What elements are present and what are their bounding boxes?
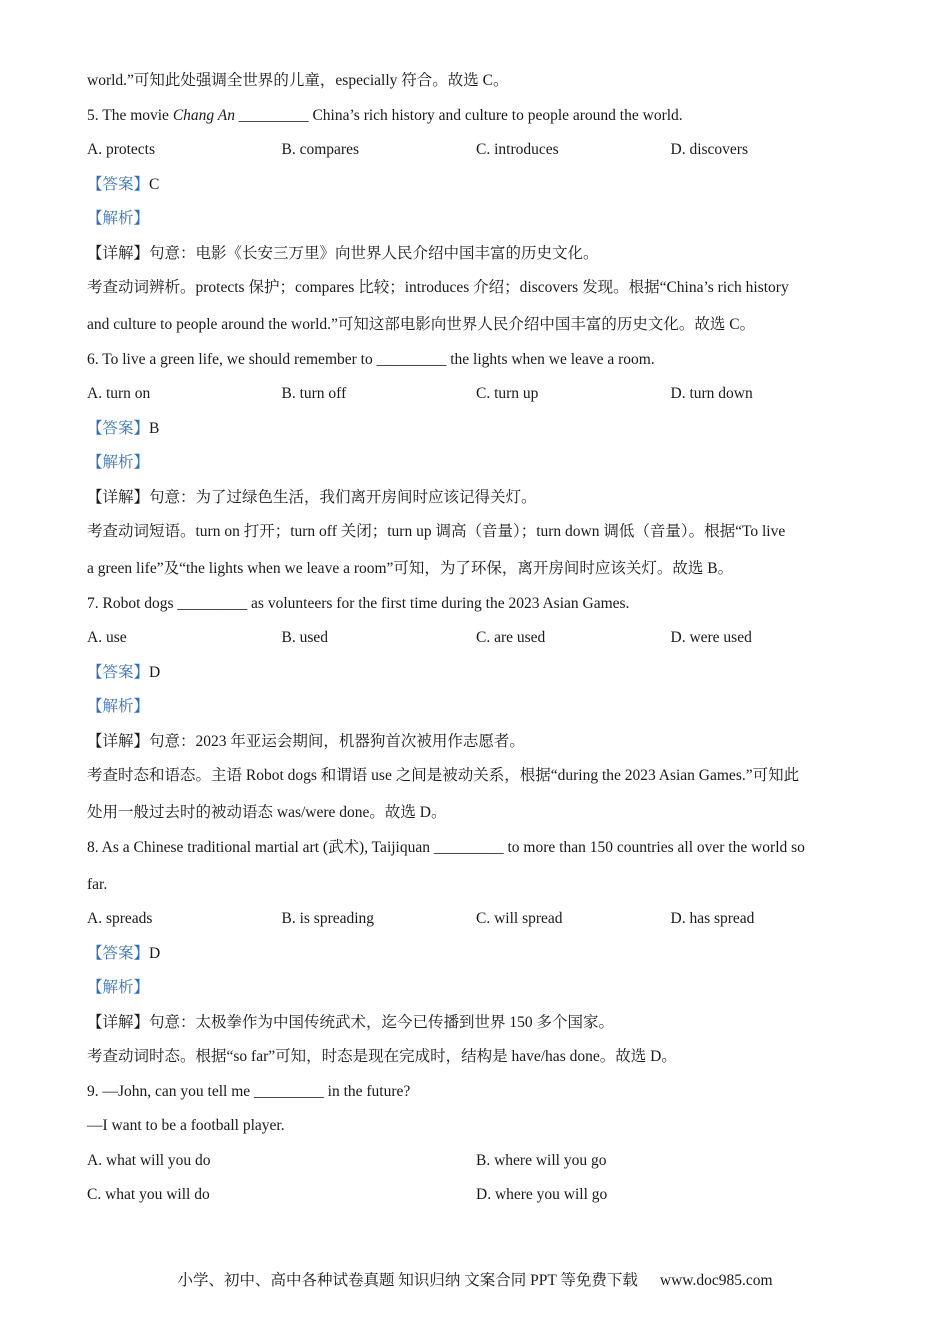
document-page <box>87 70 877 1206</box>
explanation-line: 考查动词时态。根据“so far”可知，时态是现在完成时，结构是 have/has done。故选 D。 <box>87 1048 677 1065</box>
footer-text: 小学、初中、高中各种试卷真题 知识归纳 文案合同 PPT 等免费下载 <box>177 1272 638 1289</box>
explanation-line: 考查动词辨析。protects 保护；compares 比较；introduces 介绍；discovers 发现。根据“China’s rich history <box>87 279 789 296</box>
question-9-stem: 9. —John, can you tell me _________ in the future? <box>87 1082 411 1100</box>
answer-line <box>87 174 877 196</box>
option-a: A. use <box>87 629 127 646</box>
answer-tag: 【答案】 <box>87 175 150 193</box>
explanation-line: 考查动词短语。turn on 打开；turn off 关闭；turn up 调高（音量）；turn down 调低（音量）。根据“To live <box>87 523 786 540</box>
option-a: A. spreads <box>87 910 153 927</box>
question-8-stem: 8. As a Chinese traditional martial art (武术), Taijiquan _________ to more than 150 countries all over the world so <box>87 838 805 856</box>
explanation-line: a green life”及“the lights when we leave a room”可知，为了环保，离开房间时应该关灯。故选 B。 <box>87 560 734 577</box>
question-9-options-row2 <box>87 1184 877 1206</box>
option-b: B. turn off <box>281 385 347 402</box>
answer-value: C <box>149 175 160 193</box>
option-b: B. is spreading <box>281 910 375 927</box>
question-8-stem-cont: far. <box>87 875 108 893</box>
question-7-stem: 7. Robot dogs _________ as volunteers for the first time during the 2023 Asian Games. <box>87 594 630 612</box>
answer-line <box>87 418 877 440</box>
detail-line: 【详解】句意：2023 年亚运会期间，机器狗首次被用作志愿者。 <box>87 732 525 750</box>
analysis-heading: 【解析】 <box>87 698 150 715</box>
option-b: B. where will you go <box>476 1151 607 1169</box>
option-a: A. turn on <box>87 385 151 402</box>
option-c: C. turn up <box>476 385 539 402</box>
page-footer <box>0 1268 950 1290</box>
option-d: D. has spread <box>670 910 755 927</box>
answer-line <box>87 662 877 684</box>
explanation-line: 处用一般过去时的被动语态 was/were done。故选 D。 <box>87 804 447 821</box>
question-9-options-row1 <box>87 1150 877 1172</box>
option-d: D. where you will go <box>476 1186 608 1203</box>
answer-value: D <box>149 663 161 681</box>
option-d: D. discovers <box>670 141 748 158</box>
option-d: D. were used <box>670 629 752 646</box>
question-6-options <box>87 383 877 405</box>
question-7-options <box>87 627 877 649</box>
answer-tag: 【答案】 <box>87 419 150 437</box>
answer-line <box>87 943 877 965</box>
analysis-heading: 【解析】 <box>87 210 150 227</box>
answer-tag: 【答案】 <box>87 944 150 962</box>
question-text: _________ China’s rich history and culture to people around the world. <box>234 106 683 124</box>
question-9-reply: —I want to be a football player. <box>87 1117 285 1134</box>
question-8-options <box>87 908 877 930</box>
detail-line: 【详解】句意：太极拳作为中国传统武术，迄今已传播到世界 150 多个国家。 <box>87 1013 615 1031</box>
explanation-line: 考查时态和语态。主语 Robot dogs 和谓语 use 之间是被动关系，根据“during the 2023 Asian Games.”可知此 <box>87 767 800 784</box>
explanation-line: and culture to people around the world.”可知这部电影向世界人民介绍中国丰富的历史文化。故选 C。 <box>87 316 756 333</box>
option-d: D. turn down <box>670 385 753 402</box>
answer-value: B <box>149 419 160 437</box>
option-b: B. compares <box>281 141 359 158</box>
analysis-heading: 【解析】 <box>87 454 150 471</box>
question-5-stem <box>87 105 877 127</box>
option-a: A. protects <box>87 141 156 158</box>
option-b: B. used <box>281 629 328 646</box>
analysis-heading: 【解析】 <box>87 979 150 996</box>
detail-line: 【详解】句意：电影《长安三万里》向世界人民介绍中国丰富的历史文化。 <box>87 244 599 262</box>
option-c: C. are used <box>476 629 546 646</box>
question-5-options <box>87 139 877 161</box>
answer-tag: 【答案】 <box>87 663 150 681</box>
option-a: A. what will you do <box>87 1151 211 1169</box>
footer-url[interactable]: www.doc985.com <box>659 1272 773 1289</box>
text-line: world.”可知此处强调全世界的儿童，especially 符合。故选 C。 <box>87 72 509 89</box>
option-c: C. what you will do <box>87 1186 210 1203</box>
option-c: C. will spread <box>476 910 563 927</box>
detail-line: 【详解】句意：为了过绿色生活，我们离开房间时应该记得关灯。 <box>87 488 537 506</box>
answer-value: D <box>149 944 161 962</box>
movie-title: Chang An <box>172 106 235 124</box>
question-6-stem: 6. To live a green life, we should remember to _________ the lights when we leave a room. <box>87 350 655 368</box>
option-c: C. introduces <box>476 141 559 158</box>
question-text: 5. The movie <box>87 106 173 124</box>
